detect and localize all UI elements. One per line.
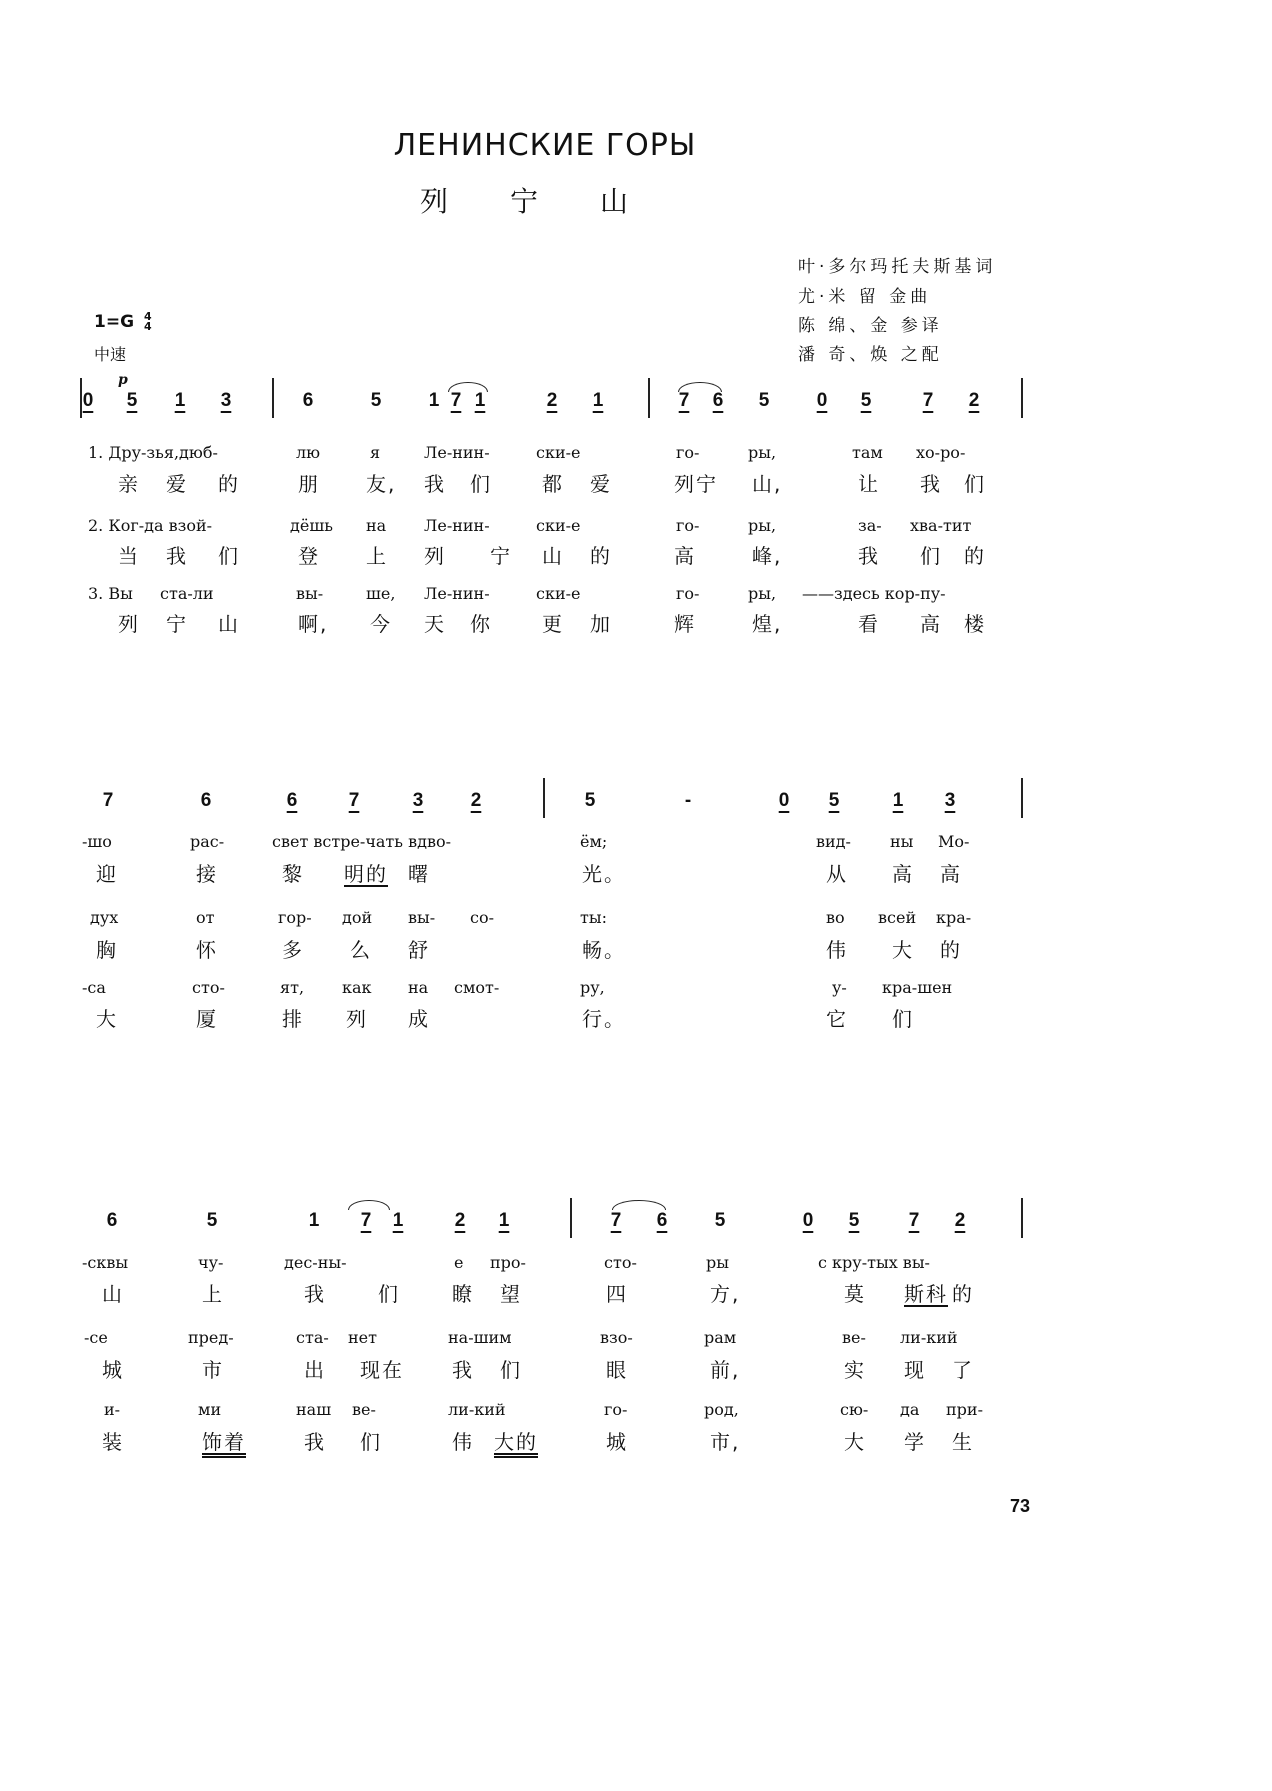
lyric-ru: ру, <box>580 978 605 997</box>
lyric-zh: 看 <box>858 612 880 636</box>
barline <box>1021 1198 1023 1238</box>
lyric-ru: я <box>370 443 381 462</box>
note: 7 <box>360 1210 372 1231</box>
lyric-zh: 莫 <box>844 1282 866 1306</box>
lyric-ru: Ле-нин- <box>424 443 490 462</box>
lyric-ru: род, <box>704 1400 739 1419</box>
lyric-zh: 山 <box>102 1282 124 1306</box>
note: 3 <box>944 790 956 811</box>
lyric-ru: вы- <box>296 584 324 603</box>
lyric-zh: 高 <box>892 862 914 886</box>
lyric-zh: 城 <box>606 1430 628 1454</box>
note: 2 <box>954 1210 966 1231</box>
lyric-ru: 2. Ког-да взой- <box>88 516 213 535</box>
lyric-zh: 天 <box>424 612 446 636</box>
lyric-zh: 我 <box>920 472 942 496</box>
note: 7 <box>908 1210 920 1231</box>
lyric-zh: 我 <box>166 544 188 568</box>
note: 0 <box>802 1210 814 1231</box>
lyric-zh: 朋 <box>298 472 320 496</box>
lyric-ru: там <box>852 443 883 462</box>
lyric-ru: взо- <box>600 1328 633 1347</box>
lyric-zh: 成 <box>408 1007 430 1031</box>
lyric-zh: 黎 <box>282 862 304 886</box>
lyric-ru: ты: <box>580 908 607 927</box>
lyric-ru: -са <box>82 978 106 997</box>
barline <box>1021 378 1023 418</box>
lyric-ru: от <box>196 908 215 927</box>
lyric-ru: -шо <box>82 832 112 851</box>
lyric-zh: 们 <box>500 1358 522 1382</box>
lyric-ru: ры, <box>748 443 777 462</box>
lyric-ru: 3. Вы <box>88 584 133 603</box>
lyric-zh: 胸 <box>96 938 118 962</box>
lyric-zh: 友, <box>366 472 397 496</box>
lyric-zh: 的 <box>952 1282 974 1306</box>
note: 6 <box>106 1210 118 1231</box>
lyric-ru: и- <box>104 1400 121 1419</box>
note: 1 <box>498 1210 510 1231</box>
note: - <box>684 790 692 811</box>
lyric-zh: 么 <box>350 938 372 962</box>
lyric-zh: 高 <box>920 612 942 636</box>
lyric-ru: ве- <box>352 1400 376 1419</box>
lyric-ru: рам <box>704 1328 737 1347</box>
title-russian: ЛЕНИНСКИЕ ГОРЫ <box>393 128 697 163</box>
lyric-zh: 明的 <box>344 862 388 886</box>
lyric-ru: го- <box>604 1400 628 1419</box>
lyric-ru: дес-ны- <box>284 1253 347 1272</box>
slur <box>348 1200 390 1210</box>
barline <box>648 378 650 418</box>
lyric-zh: 们 <box>470 472 492 496</box>
lyric-zh: 我 <box>452 1358 474 1382</box>
lyric-zh: 的 <box>590 544 612 568</box>
note: 5 <box>126 390 138 411</box>
dynamic-marking: p <box>118 372 128 388</box>
lyric-zh: 行。 <box>582 1007 626 1031</box>
note: 1 <box>592 390 604 411</box>
lyric-zh: 大 <box>892 938 914 962</box>
lyric-zh: 学 <box>904 1430 926 1454</box>
lyric-zh: 瞭 <box>452 1282 474 1306</box>
time-signature <box>144 312 152 332</box>
lyric-ru: всей <box>878 908 917 927</box>
barline <box>272 378 274 418</box>
lyric-zh: 楼 <box>964 612 986 636</box>
note: 1 <box>392 1210 404 1231</box>
note: 1 <box>428 390 440 411</box>
lyric-zh: 迎 <box>96 862 118 886</box>
lyric-zh: 现在 <box>360 1358 404 1382</box>
lyric-zh: 加 <box>590 612 612 636</box>
note: 2 <box>546 390 558 411</box>
lyric-zh: 装 <box>102 1430 124 1454</box>
lyric-zh: 都 <box>542 472 564 496</box>
note: 2 <box>470 790 482 811</box>
lyric-ru: хва-тит <box>910 516 972 535</box>
lyric-zh: 煌, <box>752 612 783 636</box>
lyric-ru: -се <box>84 1328 108 1347</box>
note: 3 <box>220 390 232 411</box>
note: 5 <box>370 390 382 411</box>
lyric-zh: 们 <box>920 544 942 568</box>
lyric-ru: ше, <box>366 584 396 603</box>
note: 7 <box>610 1210 622 1231</box>
note: 7 <box>450 390 462 411</box>
lyric-zh: 让 <box>858 472 880 496</box>
lyric-ru: ми <box>198 1400 222 1419</box>
lyric-zh: 啊, <box>298 612 329 636</box>
lyric-zh: 你 <box>470 612 492 636</box>
note: 7 <box>348 790 360 811</box>
lyric-ru: ски-е <box>536 443 581 462</box>
lyric-zh: 登 <box>298 544 320 568</box>
lyric-ru: го- <box>676 443 700 462</box>
note: 5 <box>714 1210 726 1231</box>
note: 6 <box>200 790 212 811</box>
lyric-ru: е <box>454 1253 464 1272</box>
credit-lyricist: 叶·多尔玛托夫斯基词 <box>798 257 997 277</box>
barline <box>1021 778 1023 818</box>
lyric-ru: ве- <box>842 1328 866 1347</box>
lyric-zh: 上 <box>366 544 388 568</box>
note: 6 <box>712 390 724 411</box>
lyric-ru: ста-ли <box>160 584 214 603</box>
lyric-ru: Ле-нин- <box>424 584 490 603</box>
lyric-ru: лю <box>296 443 321 462</box>
lyric-ru: смот- <box>454 978 500 997</box>
lyric-ru: гор- <box>278 908 312 927</box>
key-label: 1=G <box>94 312 135 332</box>
lyric-zh: 列 <box>118 612 140 636</box>
lyric-ru: дой <box>342 908 373 927</box>
title-chinese: 列宁山 <box>419 185 690 218</box>
lyric-ru: сто- <box>604 1253 637 1272</box>
credit-translators: 陈 绵、金 参译 <box>798 316 943 336</box>
note: 7 <box>102 790 114 811</box>
lyric-zh: 的 <box>940 938 962 962</box>
lyric-zh: 爱 <box>166 472 188 496</box>
note: 5 <box>206 1210 218 1231</box>
lyric-ru: сто- <box>192 978 225 997</box>
lyric-zh: 我 <box>424 472 446 496</box>
lyric-ru: при- <box>946 1400 983 1419</box>
lyric-ru: ры, <box>748 516 777 535</box>
lyric-zh: 斯科 <box>904 1282 948 1306</box>
lyric-ru: пред- <box>188 1328 234 1347</box>
lyric-ru: кра-шен <box>882 978 953 997</box>
lyric-zh: 饰着 <box>202 1430 246 1454</box>
lyric-zh: 列宁 <box>674 472 718 496</box>
note: 6 <box>286 790 298 811</box>
lyric-zh: 了 <box>952 1358 974 1382</box>
lyric-ru: свет встре-чать вдво- <box>272 832 451 851</box>
lyric-zh: 四 <box>606 1282 628 1306</box>
lyric-ru: хо-ро- <box>916 443 966 462</box>
credit-composer: 尤·米 留 金曲 <box>798 287 932 307</box>
lyric-ru: вид- <box>816 832 851 851</box>
note: 6 <box>302 390 314 411</box>
lyric-ru: ём; <box>580 832 608 851</box>
lyric-zh: 更 <box>542 612 564 636</box>
note: 2 <box>454 1210 466 1231</box>
note: 1 <box>174 390 186 411</box>
lyric-zh: 列 <box>424 544 446 568</box>
lyric-zh: 方, <box>710 1282 741 1306</box>
barline <box>570 1198 572 1238</box>
lyric-zh: 们 <box>360 1430 382 1454</box>
lyric-ru: 1. Дру-зья,дюб- <box>88 443 218 462</box>
lyric-zh: 今 <box>370 612 392 636</box>
lyric-zh: 们 <box>378 1282 400 1306</box>
lyric-zh: 畅。 <box>582 938 626 962</box>
lyric-zh: 的 <box>964 544 986 568</box>
lyric-ru: ——здесь кор-пу- <box>802 584 946 603</box>
lyric-zh: 爱 <box>590 472 612 496</box>
lyric-ru: во <box>826 908 845 927</box>
note: 1 <box>308 1210 320 1231</box>
note: 3 <box>412 790 424 811</box>
lyric-zh: 伟 <box>826 938 848 962</box>
lyric-zh: 曙 <box>408 862 430 886</box>
note: 1 <box>892 790 904 811</box>
lyric-zh: 的 <box>218 472 240 496</box>
lyric-zh: 山, <box>752 472 783 496</box>
lyric-ru: чу- <box>198 1253 224 1272</box>
lyric-zh: 市 <box>202 1358 224 1382</box>
lyric-ru: вы- <box>408 908 436 927</box>
slur <box>612 1200 666 1210</box>
lyric-ru: го- <box>676 516 700 535</box>
credit-arrangers: 潘 奇、焕 之配 <box>798 345 943 365</box>
lyric-zh: 我 <box>304 1430 326 1454</box>
note: 0 <box>816 390 828 411</box>
note: 7 <box>922 390 934 411</box>
lyric-zh: 大的 <box>494 1430 538 1454</box>
note: 5 <box>860 390 872 411</box>
lyric-ru: кра- <box>936 908 972 927</box>
page-number: 73 <box>1009 1496 1030 1516</box>
lyric-zh: 宁 <box>490 544 512 568</box>
note: 5 <box>758 390 770 411</box>
lyric-ru: ли-кий <box>900 1328 958 1347</box>
lyric-zh: 怀 <box>196 938 218 962</box>
note: 1 <box>474 390 486 411</box>
lyric-ru: ски-е <box>536 516 581 535</box>
lyric-ru: с кру-тых вы- <box>818 1253 930 1272</box>
lyric-ru: ры, <box>748 584 777 603</box>
lyric-ru: Мо- <box>938 832 970 851</box>
lyric-ru: ны <box>890 832 914 851</box>
lyric-ru: на <box>408 978 429 997</box>
lyric-zh: 山 <box>218 612 240 636</box>
note: 0 <box>778 790 790 811</box>
note: 5 <box>828 790 840 811</box>
lyric-zh: 眼 <box>606 1358 628 1382</box>
lyric-zh: 舒 <box>408 938 430 962</box>
lyric-ru: го- <box>676 584 700 603</box>
lyric-ru: дух <box>90 908 119 927</box>
lyric-zh: 光。 <box>582 862 626 886</box>
lyric-zh: 当 <box>118 544 140 568</box>
time-numerator: 4 <box>143 310 152 323</box>
lyric-ru: про- <box>490 1253 526 1272</box>
tempo-marking: 中速 <box>94 345 127 364</box>
lyric-zh: 辉 <box>674 612 696 636</box>
lyric-ru: ли-кий <box>448 1400 506 1419</box>
lyric-ru: ры <box>706 1253 729 1272</box>
lyric-ru: -сквы <box>82 1253 129 1272</box>
lyric-ru: рас- <box>190 832 225 851</box>
lyric-zh: 亲 <box>118 472 140 496</box>
lyric-zh: 上 <box>202 1282 224 1306</box>
note: 7 <box>678 390 690 411</box>
lyric-zh: 从 <box>826 862 848 886</box>
lyric-zh: 接 <box>196 862 218 886</box>
lyric-zh: 大 <box>844 1430 866 1454</box>
lyric-zh: 望 <box>500 1282 522 1306</box>
lyric-zh: 山 <box>542 544 564 568</box>
lyric-zh: 们 <box>964 472 986 496</box>
lyric-zh: 我 <box>858 544 880 568</box>
lyric-zh: 出 <box>304 1358 326 1382</box>
lyric-zh: 现 <box>904 1358 926 1382</box>
lyric-ru: Ле-нин- <box>424 516 490 535</box>
lyric-zh: 列 <box>346 1007 368 1031</box>
lyric-ru: сю- <box>840 1400 869 1419</box>
lyric-ru: нет <box>348 1328 377 1347</box>
lyric-zh: 前, <box>710 1358 741 1382</box>
lyric-ru: да <box>900 1400 920 1419</box>
lyric-ru: на <box>366 516 387 535</box>
lyric-ru: у- <box>832 978 847 997</box>
lyric-zh: 市, <box>710 1430 741 1454</box>
note: 5 <box>848 1210 860 1231</box>
lyric-zh: 我 <box>304 1282 326 1306</box>
barline <box>80 378 82 418</box>
lyric-ru: ста- <box>296 1328 329 1347</box>
note: 6 <box>656 1210 668 1231</box>
lyric-zh: 高 <box>940 862 962 886</box>
lyric-zh: 排 <box>282 1007 304 1031</box>
key-signature <box>94 312 152 332</box>
lyric-zh: 它 <box>826 1007 848 1031</box>
lyric-zh: 大 <box>96 1007 118 1031</box>
lyric-ru: ят, <box>280 978 305 997</box>
lyric-ru: за- <box>858 516 882 535</box>
lyric-ru: на-шим <box>448 1328 512 1347</box>
lyric-ru: как <box>342 978 372 997</box>
lyric-zh: 伟 <box>452 1430 474 1454</box>
note: 0 <box>82 390 94 411</box>
lyric-zh: 高 <box>674 544 696 568</box>
lyric-zh: 多 <box>282 938 304 962</box>
lyric-zh: 峰, <box>752 544 783 568</box>
lyric-ru: со- <box>470 908 494 927</box>
lyric-zh: 生 <box>952 1430 974 1454</box>
lyric-zh: 们 <box>218 544 240 568</box>
lyric-ru: ски-е <box>536 584 581 603</box>
note: 5 <box>584 790 596 811</box>
note: 2 <box>968 390 980 411</box>
barline <box>543 778 545 818</box>
lyric-zh: 城 <box>102 1358 124 1382</box>
lyric-ru: дёшь <box>290 516 333 535</box>
time-denominator: 4 <box>143 320 152 333</box>
lyric-zh: 们 <box>892 1007 914 1031</box>
lyric-zh: 厦 <box>196 1007 218 1031</box>
lyric-zh: 实 <box>844 1358 866 1382</box>
lyric-ru: наш <box>296 1400 332 1419</box>
lyric-zh: 宁 <box>166 612 188 636</box>
